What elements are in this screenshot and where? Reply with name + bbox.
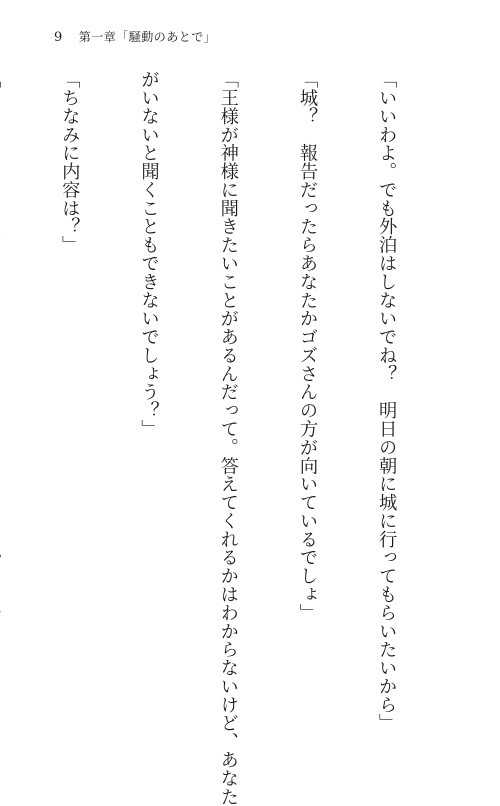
text-line: 「ちなみに内容は？」 <box>59 70 81 254</box>
text-line: がいないと聞くこともできないでしょう？」 <box>138 70 160 438</box>
text-line: 「いいわよ。でも外泊はしないでね？ 明日の朝に城に行ってもらいたいから」 <box>376 70 398 733</box>
text-line <box>0 70 3 680</box>
chapter-title: 第一章「騒動のあとで」 <box>78 30 217 44</box>
running-header <box>54 28 216 45</box>
body-text <box>0 70 452 806</box>
text-line: 「王様が神様に聞きたいことがあるんだって。答えてくれるかはわからないけど、あなた <box>217 70 239 806</box>
text-line: 「城？ 報告だったらあなたかゴズさんの方が向いているでしょ」 <box>296 70 318 622</box>
page-number: 9 <box>54 30 63 45</box>
